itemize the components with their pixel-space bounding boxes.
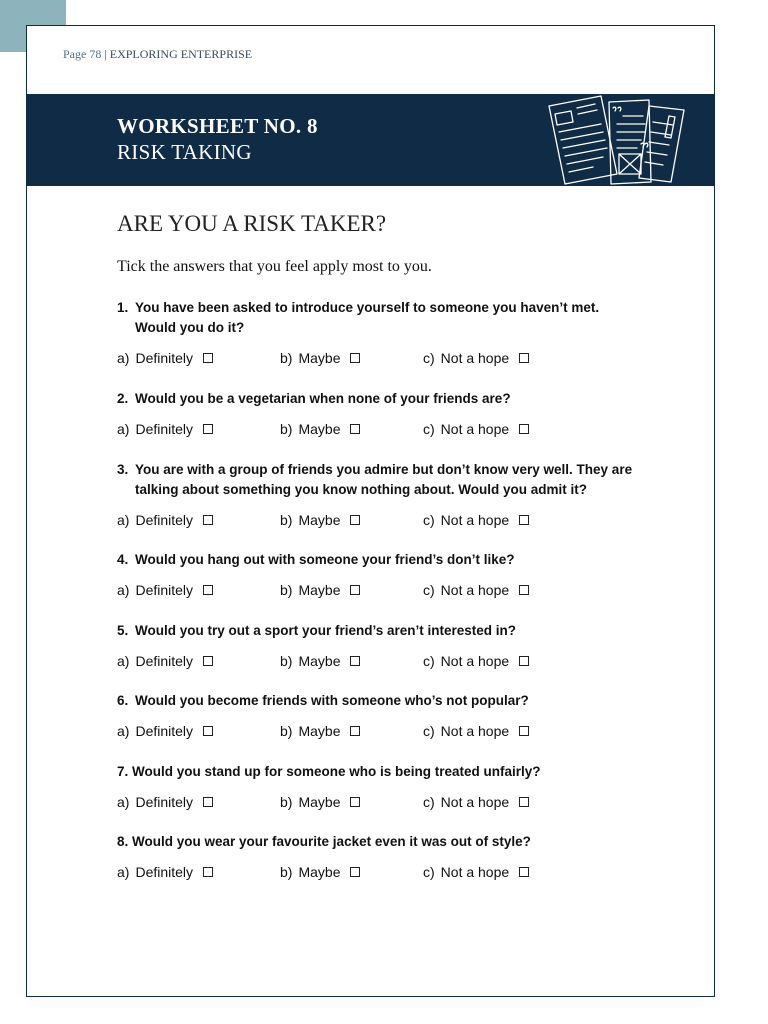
question-1 bbox=[117, 298, 637, 338]
page-number: Page 78 bbox=[63, 47, 102, 61]
option-maybe[interactable] bbox=[280, 510, 360, 530]
checkbox[interactable] bbox=[350, 515, 360, 525]
checkbox[interactable] bbox=[519, 585, 529, 595]
question-8 bbox=[117, 832, 637, 852]
option-definitely[interactable] bbox=[117, 419, 213, 439]
checkbox[interactable] bbox=[203, 353, 213, 363]
option-maybe[interactable] bbox=[280, 651, 360, 671]
option-not-a-hope[interactable] bbox=[423, 651, 529, 671]
running-head-separator: | bbox=[101, 47, 110, 61]
question-6 bbox=[117, 691, 637, 711]
checkbox[interactable] bbox=[350, 867, 360, 877]
option-letter: a) bbox=[117, 512, 130, 528]
option-maybe[interactable] bbox=[280, 792, 360, 812]
option-label: Definitely bbox=[135, 582, 194, 598]
option-letter: b) bbox=[280, 653, 293, 669]
answer-row-8 bbox=[117, 862, 637, 882]
section-name: EXPLORING ENTERPRISE bbox=[109, 47, 253, 61]
checkbox[interactable] bbox=[350, 797, 360, 807]
option-label: Not a hope bbox=[440, 350, 510, 366]
worksheet-heading: ARE YOU A RISK TAKER? bbox=[117, 211, 387, 236]
option-letter: c) bbox=[423, 421, 435, 437]
option-label: Maybe bbox=[298, 512, 341, 528]
option-label: Definitely bbox=[135, 723, 194, 739]
option-definitely[interactable] bbox=[117, 348, 213, 368]
answer-row-6 bbox=[117, 721, 637, 741]
option-letter: a) bbox=[117, 864, 130, 880]
question-number: 6. bbox=[117, 693, 129, 708]
question-text: You have been asked to introduce yourself to someone you haven’t met. Would you do it? bbox=[135, 300, 600, 335]
option-maybe[interactable] bbox=[280, 348, 360, 368]
question-number: 1. bbox=[117, 300, 129, 315]
option-letter: c) bbox=[423, 582, 435, 598]
option-not-a-hope[interactable] bbox=[423, 721, 529, 741]
option-letter: c) bbox=[423, 653, 435, 669]
option-label: Maybe bbox=[298, 582, 341, 598]
question-4 bbox=[117, 550, 637, 570]
option-label: Maybe bbox=[298, 421, 341, 437]
option-label: Not a hope bbox=[440, 653, 510, 669]
checkbox[interactable] bbox=[203, 726, 213, 736]
checkbox[interactable] bbox=[350, 656, 360, 666]
answer-row-2 bbox=[117, 419, 637, 439]
option-maybe[interactable] bbox=[280, 419, 360, 439]
answer-row-5 bbox=[117, 651, 637, 671]
option-label: Definitely bbox=[135, 421, 194, 437]
option-letter: b) bbox=[280, 421, 293, 437]
option-label: Not a hope bbox=[440, 864, 510, 880]
answer-row-7 bbox=[117, 792, 637, 812]
option-label: Maybe bbox=[298, 864, 341, 880]
question-text: Would you try out a sport your friend’s aren’t interested in? bbox=[135, 623, 517, 638]
option-letter: a) bbox=[117, 350, 130, 366]
checkbox[interactable] bbox=[519, 797, 529, 807]
checkbox[interactable] bbox=[203, 656, 213, 666]
answer-row-4 bbox=[117, 580, 637, 600]
option-definitely[interactable] bbox=[117, 721, 213, 741]
checkbox[interactable] bbox=[203, 585, 213, 595]
option-label: Definitely bbox=[135, 512, 194, 528]
option-not-a-hope[interactable] bbox=[423, 792, 529, 812]
checkbox[interactable] bbox=[350, 585, 360, 595]
question-text: Would you stand up for someone who is being treated unfairly? bbox=[132, 764, 541, 779]
option-letter: c) bbox=[423, 350, 435, 366]
checkbox[interactable] bbox=[519, 656, 529, 666]
option-letter: b) bbox=[280, 350, 293, 366]
option-letter: b) bbox=[280, 582, 293, 598]
option-not-a-hope[interactable] bbox=[423, 419, 529, 439]
question-number: 5. bbox=[117, 623, 129, 638]
option-not-a-hope[interactable] bbox=[423, 580, 529, 600]
option-label: Definitely bbox=[135, 864, 194, 880]
option-label: Maybe bbox=[298, 653, 341, 669]
checkbox[interactable] bbox=[519, 515, 529, 525]
option-not-a-hope[interactable] bbox=[423, 862, 529, 882]
option-label: Definitely bbox=[135, 794, 194, 810]
question-text: Would you become friends with someone who’s not popular? bbox=[135, 693, 529, 708]
question-number: 2. bbox=[117, 391, 129, 406]
option-letter: b) bbox=[280, 512, 293, 528]
option-maybe[interactable] bbox=[280, 721, 360, 741]
option-letter: a) bbox=[117, 723, 130, 739]
option-not-a-hope[interactable] bbox=[423, 510, 529, 530]
option-label: Maybe bbox=[298, 794, 341, 810]
checkbox[interactable] bbox=[350, 424, 360, 434]
option-definitely[interactable] bbox=[117, 651, 213, 671]
option-label: Maybe bbox=[298, 350, 341, 366]
option-letter: c) bbox=[423, 723, 435, 739]
worksheet-subtitle: RISK TAKING bbox=[117, 140, 252, 164]
checkbox[interactable] bbox=[519, 353, 529, 363]
option-label: Not a hope bbox=[440, 723, 510, 739]
question-number: 4. bbox=[117, 552, 129, 567]
option-maybe[interactable] bbox=[280, 580, 360, 600]
checkbox[interactable] bbox=[203, 867, 213, 877]
option-label: Not a hope bbox=[440, 582, 510, 598]
question-7 bbox=[117, 762, 637, 782]
answer-row-1 bbox=[117, 348, 637, 368]
option-letter: a) bbox=[117, 582, 130, 598]
option-label: Not a hope bbox=[440, 421, 510, 437]
option-maybe[interactable] bbox=[280, 862, 360, 882]
option-definitely[interactable] bbox=[117, 792, 213, 812]
question-2 bbox=[117, 389, 637, 409]
option-definitely[interactable] bbox=[117, 580, 213, 600]
option-definitely[interactable] bbox=[117, 862, 213, 882]
question-number: 8. bbox=[117, 834, 129, 849]
checkbox[interactable] bbox=[519, 867, 529, 877]
question-number: 7. bbox=[117, 764, 129, 779]
option-label: Definitely bbox=[135, 350, 194, 366]
option-label: Not a hope bbox=[440, 512, 510, 528]
checkbox[interactable] bbox=[350, 726, 360, 736]
option-letter: b) bbox=[280, 864, 293, 880]
checkbox[interactable] bbox=[203, 797, 213, 807]
checkbox[interactable] bbox=[519, 424, 529, 434]
documents-sketch-icon bbox=[545, 94, 687, 186]
question-text: Would you be a vegetarian when none of your friends are? bbox=[135, 391, 511, 406]
instruction-text: Tick the answers that you feel apply most to you. bbox=[117, 258, 432, 275]
option-letter: c) bbox=[423, 512, 435, 528]
question-3 bbox=[117, 460, 637, 500]
worksheet-title: WORKSHEET NO. 8 bbox=[117, 114, 318, 138]
worksheet-banner bbox=[27, 94, 715, 186]
checkbox[interactable] bbox=[519, 726, 529, 736]
question-5 bbox=[117, 621, 637, 641]
answer-row-3 bbox=[117, 510, 637, 530]
option-label: Not a hope bbox=[440, 794, 510, 810]
option-label: Definitely bbox=[135, 653, 194, 669]
option-letter: a) bbox=[117, 653, 130, 669]
option-letter: a) bbox=[117, 794, 130, 810]
option-letter: a) bbox=[117, 421, 130, 437]
option-definitely[interactable] bbox=[117, 510, 213, 530]
question-number: 3. bbox=[117, 462, 129, 477]
option-not-a-hope[interactable] bbox=[423, 348, 529, 368]
checkbox[interactable] bbox=[350, 353, 360, 363]
option-letter: b) bbox=[280, 723, 293, 739]
option-letter: c) bbox=[423, 864, 435, 880]
checkbox[interactable] bbox=[203, 424, 213, 434]
question-text: You are with a group of friends you admire but don’t know very well. They are talking about something you know nothing about. Would you admit it? bbox=[135, 462, 633, 497]
question-text: Would you wear your favourite jacket even it was out of style? bbox=[132, 834, 531, 849]
question-text: Would you hang out with someone your friend’s don’t like? bbox=[135, 552, 515, 567]
option-label: Maybe bbox=[298, 723, 341, 739]
running-head bbox=[63, 47, 252, 62]
option-letter: b) bbox=[280, 794, 293, 810]
option-letter: c) bbox=[423, 794, 435, 810]
checkbox[interactable] bbox=[203, 515, 213, 525]
